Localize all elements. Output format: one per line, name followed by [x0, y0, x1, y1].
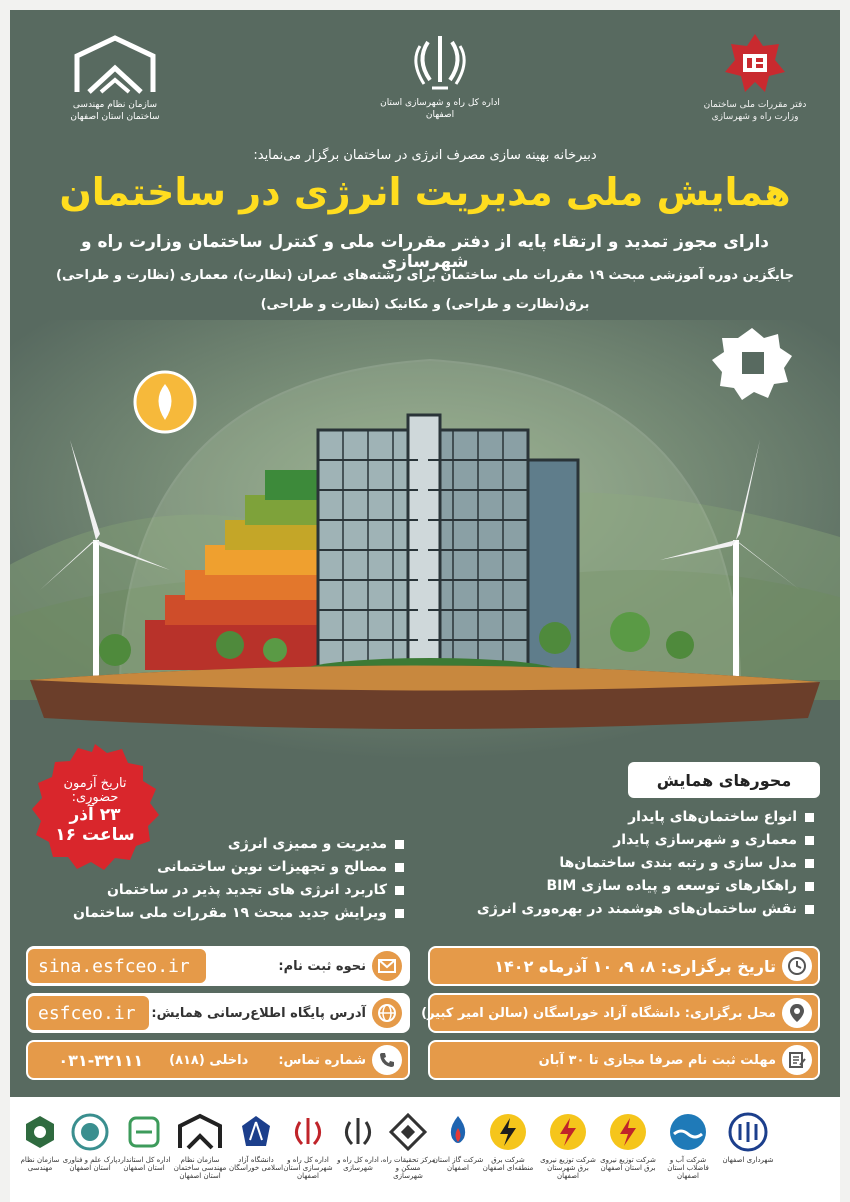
- partner-caption: شرکت آب و فاضلاب استان اصفهان: [667, 1156, 709, 1181]
- road-urban-logo: [370, 32, 510, 121]
- energy-icon: [135, 372, 195, 432]
- engineering-org-logo: [60, 34, 170, 123]
- power-company-logo-icon: [608, 1112, 648, 1152]
- axis-item-text: کاربرد انرژی های تجدید پذیر در ساختمان: [106, 882, 387, 898]
- gas-company-logo-icon: [438, 1112, 478, 1152]
- venue-text: محل برگزاری: دانشگاه آزاد خوراسگان (سالن امیر کبیر): [421, 1005, 776, 1021]
- partner-logo: [280, 1112, 336, 1180]
- axes-heading: محورهای همایش: [628, 762, 820, 798]
- research-center-logo-icon: [388, 1112, 428, 1152]
- envelope-icon: [372, 951, 402, 981]
- partner-logo: [228, 1112, 284, 1172]
- subtitle-line-3: برق(نظارت و طراحی) و مکانیک (نظارت و طراحی): [260, 297, 590, 312]
- bullet-icon: [395, 909, 404, 918]
- partner-caption: شرکت توزیع نیروی برق شهرستان اصفهان: [540, 1156, 596, 1181]
- clock-icon: [782, 951, 812, 981]
- axis-item-text: انواع ساختمان‌های پایدار: [628, 809, 797, 825]
- conference-title: همایش ملی مدیریت انرژی در ساختمان: [59, 170, 791, 214]
- partner-logo: [600, 1112, 656, 1172]
- partner-caption: دانشگاه آزاد اسلامی خوراسگان: [228, 1156, 284, 1173]
- list-item: [477, 875, 814, 898]
- partner-caption: شرکت گاز استان اصفهان: [432, 1156, 484, 1173]
- list-item: [73, 902, 404, 925]
- regional-power-logo-icon: [488, 1112, 528, 1152]
- bullet-icon: [805, 813, 814, 822]
- partner-caption: پارک علم و فناوری استان اصفهان: [62, 1156, 118, 1173]
- organizer-intro: دبیرخانه بهینه سازی مصرف انرژی در ساختمان برگزار می‌نماید:: [253, 148, 597, 163]
- subtitle-line-2: جایگزین دوره آموزشی مبحث ۱۹ مقررات ملی ساختمان برای رشته‌های عمران (نظارت)، معماری (نظارت و طراحی): [56, 268, 794, 283]
- register-url[interactable]: sina.esfceo.ir: [26, 947, 208, 985]
- register-label: نحوه ثبت نام:: [278, 958, 366, 974]
- globe-icon: [372, 998, 402, 1028]
- partner-caption: شهرداری اصفهان: [722, 1156, 774, 1164]
- partner-logo: [116, 1112, 172, 1172]
- logo-left-caption: سازمان نظام مهندسی ساختمان استان اصفهان: [70, 100, 160, 122]
- axes-list-right: [477, 806, 814, 921]
- venue-pill: [421, 993, 820, 1033]
- event-date-pill: [428, 946, 820, 986]
- bullet-icon: [805, 836, 814, 845]
- partner-caption: شرکت برق منطقه‌ای اصفهان: [482, 1156, 534, 1173]
- list-item: [477, 806, 814, 829]
- partner-caption: اداره کل راه و شهرسازی استان اصفهان: [283, 1156, 333, 1181]
- phone-row: [26, 1040, 410, 1080]
- university-logo-icon: [236, 1112, 276, 1152]
- axis-item-text: ویرایش جدید مبحث ۱۹ مقررات ملی ساختمان: [72, 905, 387, 921]
- partner-caption: مرکز تحقیقات راه، مسکن و شهرسازی: [380, 1156, 436, 1181]
- national-regulations-logo: [700, 32, 810, 123]
- exam-badge-line-2: حضوری:: [71, 790, 119, 806]
- exam-badge-line-3: ۲۳ آذر: [69, 805, 121, 826]
- website-url[interactable]: esfceo.ir: [26, 994, 151, 1032]
- partner-logo: [660, 1112, 716, 1180]
- partner-logo: [720, 1112, 776, 1164]
- exam-badge-line-4: ساعت ۱۶: [55, 824, 135, 845]
- axis-item-text: مدیریت و ممیزی انرژی: [227, 836, 387, 852]
- science-park-logo-icon: [70, 1112, 110, 1152]
- subtitle-line-1: دارای مجوز تمدید و ارتقاء پایه از دفتر مقررات ملی و کنترل ساختمان وزارت راه و شهرسازی: [80, 232, 770, 272]
- partner-caption: اداره کل راه و شهرسازی: [337, 1156, 379, 1173]
- list-item: [73, 833, 404, 856]
- house-logo-icon: [176, 1112, 224, 1152]
- partner-logo: [540, 1112, 596, 1180]
- phone-label: شماره تماس:: [278, 1052, 366, 1068]
- logo-mid-caption: اداره کل راه و شهرسازی استان اصفهان: [380, 98, 500, 120]
- bullet-icon: [805, 882, 814, 891]
- bullet-icon: [805, 859, 814, 868]
- house-logo-icon: [73, 34, 157, 96]
- partner-logo: [480, 1112, 536, 1172]
- green-building-illustration: [0, 320, 850, 760]
- partner-logo: [430, 1112, 486, 1172]
- axis-item-text: معماری و شهرسازی پایدار: [613, 832, 797, 848]
- event-date-text: تاریخ برگزاری: ۸، ۹، ۱۰ آذرماه ۱۴۰۲: [494, 956, 776, 976]
- regulations-star-icon: [723, 32, 787, 96]
- standard-logo-icon: [124, 1112, 164, 1152]
- list-item: [477, 898, 814, 921]
- phone-icon: [372, 1045, 402, 1075]
- bullet-icon: [805, 905, 814, 914]
- partner-logo: [330, 1112, 386, 1172]
- axis-item-text: مدل سازی و رتبه بندی ساختمان‌ها: [559, 855, 797, 871]
- deadline-pill: [428, 1040, 820, 1080]
- bullet-icon: [395, 863, 404, 872]
- website-label: آدرس پایگاه اطلاع‌رسانی همایش:: [151, 1005, 366, 1021]
- bullet-icon: [395, 840, 404, 849]
- partner-logo: [380, 1112, 436, 1180]
- partner-caption: شرکت توزیع نیروی برق استان اصفهان: [600, 1156, 656, 1173]
- axis-item-text: نقش ساختمان‌های هوشمند در بهره‌وری انرژی: [476, 901, 797, 917]
- list-item: [477, 852, 814, 875]
- list-item: [73, 856, 404, 879]
- water-company-logo-icon: [668, 1112, 708, 1152]
- logo-right-caption: دفتر مقررات ملی ساختمان وزارت راه و شهرسازی: [703, 100, 807, 122]
- list-item: [73, 879, 404, 902]
- partner-logo: [12, 1112, 68, 1172]
- iran-emblem-icon: [288, 1112, 328, 1152]
- iran-emblem-icon: [338, 1112, 378, 1152]
- axis-item-text: راهکارهای توسعه و پیاده سازی BIM: [546, 878, 797, 894]
- partner-logo: [172, 1112, 228, 1180]
- location-pin-icon: [782, 998, 812, 1028]
- phone-number[interactable]: ۰۳۱-۳۲۱۱۱: [58, 1050, 144, 1070]
- engineering-org-logo-icon: [20, 1112, 60, 1152]
- partner-caption: سازمان نظام مهندسی ساختمان استان اصفهان: [173, 1156, 227, 1181]
- deadline-text: مهلت ثبت نام صرفا مجازی تا ۳۰ آبان: [538, 1052, 776, 1068]
- iran-emblem-icon: [410, 32, 470, 94]
- axis-item-text: مصالح و تجهیزات نوین ساختمانی: [157, 859, 387, 875]
- municipality-logo-icon: [728, 1112, 768, 1152]
- partner-caption: اداره کل استاندارد استان اصفهان: [117, 1156, 171, 1173]
- power-company-logo-icon: [548, 1112, 588, 1152]
- bullet-icon: [395, 886, 404, 895]
- phone-extension: داخلی (۸۱۸): [169, 1052, 249, 1068]
- list-item: [477, 829, 814, 852]
- exam-badge-line-1: تاریخ آزمون: [63, 775, 127, 791]
- partner-logo: [62, 1112, 118, 1172]
- registration-form-icon: [782, 1045, 812, 1075]
- header-logos: [40, 28, 810, 140]
- axes-list-left: [73, 833, 404, 925]
- partner-caption: سازمان نظام مهندسی: [20, 1156, 60, 1173]
